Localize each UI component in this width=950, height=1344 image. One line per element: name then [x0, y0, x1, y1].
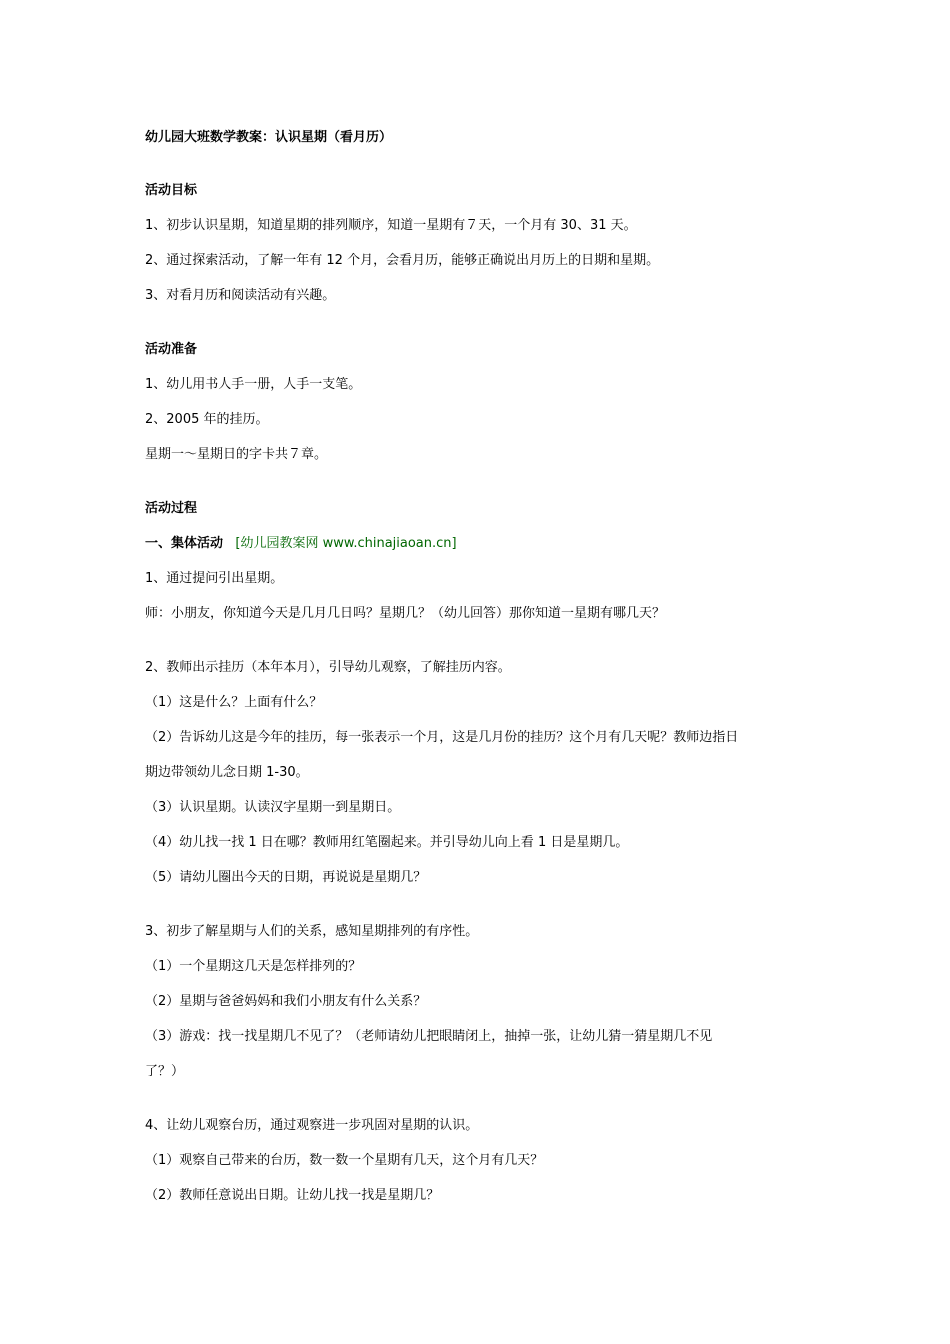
step-line: 1、通过提问引出星期。: [145, 571, 284, 586]
step-line: （2）教师任意说出日期。让幼儿找一找是星期几？: [145, 1188, 440, 1203]
document-title: 幼儿园大班数学教案：认识星期（看月历）: [145, 130, 393, 145]
step-line: （3）认识星期。认读汉字星期一到星期日。: [145, 800, 401, 815]
step-line: （1）这是什么？上面有什么？: [145, 695, 323, 710]
step-line: 3、初步了解星期与人们的关系，感知星期排列的有序性。: [145, 924, 479, 939]
step-line: （3）游戏：找一找星期几不见了？（老师请幼儿把眼睛闭上，抽掉一张，让幼儿猜一猜星期几不见: [145, 1029, 713, 1044]
goal-item: 2、通过探索活动，了解一年有 12 个月，会看月历，能够正确说出月历上的日期和星期。: [145, 253, 660, 268]
prep-item: 2、2005 年的挂历。: [145, 412, 269, 427]
prep-item: 1、幼儿用书人手一册，人手一支笔。: [145, 377, 362, 392]
step-line: 了？）: [145, 1064, 185, 1079]
prep-heading: 活动准备: [145, 342, 198, 357]
goal-heading: 活动目标: [145, 183, 198, 198]
process-heading: 活动过程: [145, 501, 198, 516]
goal-item: 3、对看月历和阅读活动有兴趣。: [145, 288, 336, 303]
prep-item: 星期一～星期日的字卡共７章。: [145, 447, 328, 462]
step-line: 2、教师出示挂历（本年本月），引导幼儿观察，了解挂历内容。: [145, 660, 511, 675]
step-line: （4）幼儿找一找 1 日在哪？教师用红笔圈起来。并引导幼儿向上看 1 日是星期几。: [145, 835, 629, 850]
step-line: 师：小朋友，你知道今天是几月几日吗？星期几？（幼儿回答）那你知道一星期有哪几天？: [145, 606, 666, 621]
section1-label: 一、集体活动: [145, 536, 224, 551]
step-line: （2）告诉幼儿这是今年的挂历，每一张表示一个月，这是几月份的挂历？这个月有几天呢？教师边指日: [145, 730, 739, 745]
step-line: （1）一个星期这几天是怎样排列的？: [145, 959, 362, 974]
step-line: 4、让幼儿观察台历，通过观察进一步巩固对星期的认识。: [145, 1118, 479, 1133]
website-link[interactable]: [幼儿园教案网 www.chinajiaoan.cn]: [235, 536, 457, 551]
section1-line: [145, 535, 457, 553]
step-line: （5）请幼儿圈出今天的日期，再说说是星期几？: [145, 870, 427, 885]
step-line: （1）观察自己带来的台历，数一数一个星期有几天，这个月有几天？: [145, 1153, 544, 1168]
step-line: 期边带领幼儿念日期 1-30。: [145, 765, 309, 780]
step-line: （2）星期与爸爸妈妈和我们小朋友有什么关系？: [145, 994, 427, 1009]
goal-item: 1、初步认识星期，知道星期的排列顺序，知道一星期有７天，一个月有 30、31 天。: [145, 218, 637, 233]
